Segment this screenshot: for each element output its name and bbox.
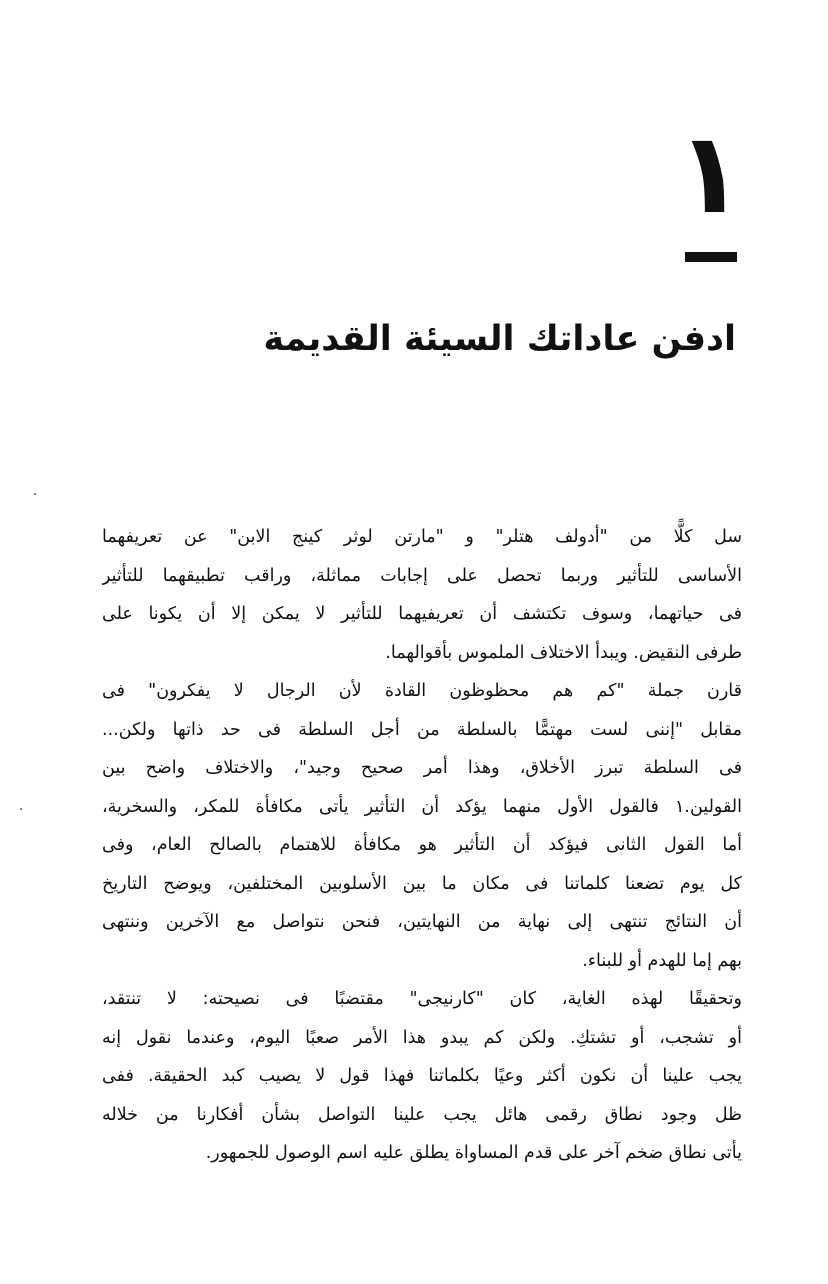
body-line: بهم إما للهدم أو للبناء. [582, 950, 742, 971]
body-line: وتحقيقًا لهذه الغاية، كان "كارنيجى" مقتضبًا فى نصيحته: لا تنتقد، [102, 989, 742, 1009]
body-line: يأتى نطاق ضخم آخر على قدم المساواة يطلق عليه اسم الوصول للجمهور. [205, 1143, 742, 1163]
body-line: يجب علينا أن نكون أكثر وعيًا بكلماتنا فهذا قول لا يصيب كبد الحقيقة. ففى [102, 1066, 742, 1086]
chapter-rule [685, 252, 737, 262]
body-line: كل يوم تضعنا كلماتنا فى مكان ما بين الأسلوبين المختلفين، ويوضح التاريخ [102, 873, 742, 894]
body-line: القولين.١ فالقول الأول منهما يؤكد أن التأثير يأتى مكافأة للمكر، والسخرية، [102, 796, 742, 817]
body-line: الأساسى للتأثير وربما تحصل على إجابات مماثلة، وراقب تطبيقهما للتأثير [102, 565, 742, 586]
scan-speck [34, 493, 36, 495]
body-line: أما القول الثانى فيؤكد أن التأثير هو مكافأة للاهتمام بالصالح العام، وفى [102, 835, 742, 855]
body-line: أو تشجب، أو تشتكِ. ولكن كم يبدو هذا الأمر صعبًا اليوم، وعندما نقول إنه [102, 1027, 742, 1048]
body-line: طرفى النقيض. ويبدأ الاختلاف الملموس بأقوالهما. [385, 642, 742, 663]
body-line: أن النتائج تنتهى إلى نهاية من النهايتين، فنحن نتواصل مع الآخرين وننتهى [102, 912, 742, 932]
chapter-title: ادفن عاداتك السيئة القديمة [263, 319, 736, 359]
body-line: سل كلًّا من "أدولف هتلر" و "مارتن لوثر كينج الابن" عن تعريفهما [102, 527, 742, 547]
scan-speck [20, 808, 22, 810]
chapter-body [102, 518, 742, 1173]
chapter-number: ١ [676, 109, 745, 239]
body-line: قارن جملة "كم هم محظوظون القادة لأن الرجال لا يفكرون" فى [102, 681, 742, 701]
body-line: ظل وجود نطاق رقمى هائل يجب علينا التواصل بشأن أفكارنا من خلاله [102, 1104, 742, 1125]
body-line: فى حياتهما، وسوف تكتشف أن تعريفيهما للتأثير لا يمكن إلا أن يكونا على [102, 604, 742, 624]
body-line: فى السلطة تبرز الأخلاق، وهذا أمر صحيح وجيد"، والاختلاف واضح بين [102, 758, 742, 778]
body-line: مقابل "إننى لست مهتمًّا بالسلطة من أجل السلطة فى حد ذاتها ولكن... [102, 719, 742, 740]
